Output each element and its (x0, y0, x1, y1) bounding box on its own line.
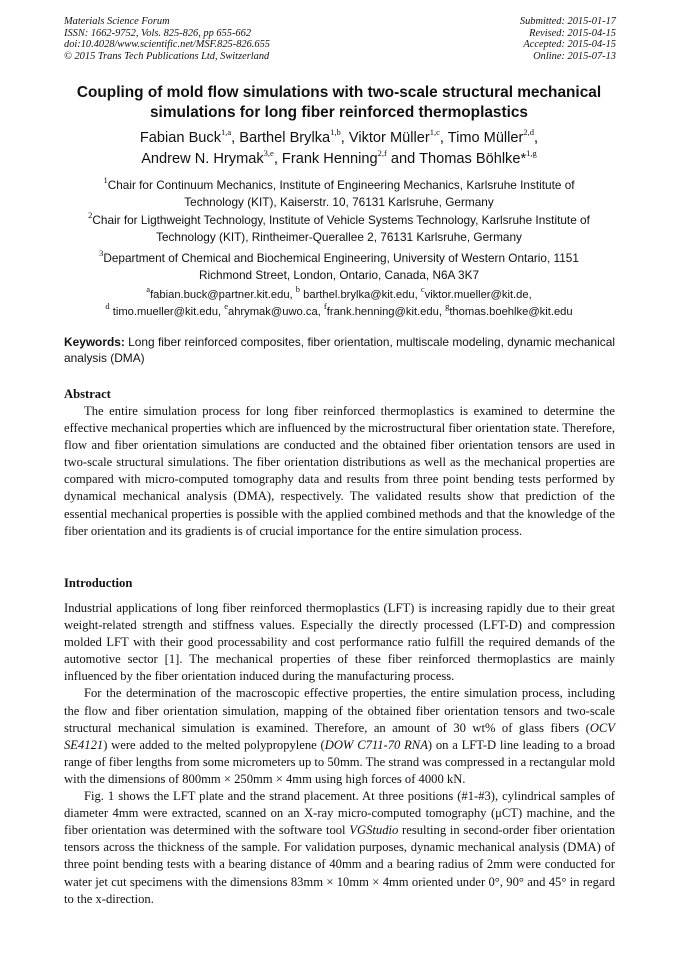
product-name: DOW C711-70 RNA (324, 737, 428, 752)
email-address[interactable]: viktor.mueller@kit.de, (424, 289, 532, 301)
author-separator: , (231, 130, 240, 146)
abstract-heading: Abstract (64, 387, 111, 401)
paper-title (40, 83, 638, 123)
author-affiliation-marker: 2,d (523, 127, 535, 138)
author-affiliation-marker: 3,e (263, 147, 274, 158)
author-separator: , (340, 130, 349, 146)
author-line-2 (40, 149, 638, 170)
title-line-2: simulations for long fiber reinforced thermoplastics (150, 104, 528, 121)
journal-issn: ISSN: 1662-9752, Vols. 825-826, pp 655-662 (64, 27, 252, 39)
author-name: Andrew N. Hrymak (141, 150, 264, 167)
author-affiliation-marker: 1,a (221, 127, 232, 138)
abstract-body (64, 403, 615, 540)
affiliation-2 (60, 212, 618, 246)
email-address[interactable]: timo.mueller@kit.edu, (112, 305, 222, 318)
affiliation-line-1: Chair for Continuum Mechanics, Institute of Engineering Mechanics, Karlsruhe Institute of (107, 178, 575, 192)
email-marker: e (224, 300, 228, 311)
author-line-1 (40, 128, 638, 149)
author-affiliation-marker: 1,g (526, 147, 537, 158)
introduction-heading: Introduction (64, 576, 133, 590)
date-online: Online: 2015-07-13 (533, 50, 616, 62)
email-line-2 (60, 300, 618, 321)
email-address[interactable]: fabian.buck@partner.kit.edu, (150, 289, 293, 301)
affiliation-line-2: Technology (KIT), Kaiserstr. 10, 76131 Karlsruhe, Germany (184, 194, 494, 209)
author-name: Viktor Müller (348, 130, 430, 146)
paragraph-text: ) were added to the melted polypropylene ( (103, 737, 325, 752)
author-list (40, 128, 638, 169)
journal-copyright: © 2015 Trans Tech Publications Ltd, Switzerland (64, 50, 270, 62)
introduction-paragraph-3 (64, 788, 615, 908)
author-separator: , (273, 150, 282, 167)
author-affiliation-marker: 2,f (377, 147, 387, 158)
author-name: Thomas Böhlke* (419, 150, 527, 167)
email-address[interactable]: ahrymak@uwo.ca, (227, 305, 321, 318)
date-accepted: Accepted: 2015-04-15 (523, 39, 616, 51)
email-address[interactable]: barthel.brylka@kit.edu, (303, 289, 418, 301)
author-separator: and (386, 150, 420, 167)
date-submitted: Submitted: 2015-01-17 (519, 16, 616, 27)
email-line-1 (60, 284, 618, 304)
email-list (60, 284, 618, 320)
email-marker: f (323, 300, 327, 311)
submission-dates (520, 16, 616, 62)
date-revised: Revised: 2015-04-15 (529, 27, 616, 39)
email-address[interactable]: thomas.boehlke@kit.edu (449, 305, 573, 318)
affiliation-line-1: Department of Chemical and Biochemical Engineering, University of Western Ontario, 1151 (103, 251, 579, 265)
introduction-paragraph-1: Industrial applications of long fiber reinforced thermoplastics (LFT) is increasing rapidly due to their great weight-related strength and stiffness values. Especially the directly processed (LFT-D) and compression molded LFT with their good processability and cost performance ratio fulfill the required demands of the automotive sector [1]. The mechanical properties of these fiber reinforced thermoplastics are mainly influenced by the fiber orientation induced during the manufacturing process. (64, 601, 615, 684)
affiliation-1 (60, 177, 618, 211)
affiliation-3 (60, 250, 618, 284)
affiliation-number: 1 (103, 175, 108, 186)
affiliation-line-2: Technology (KIT), Rintheimer-Querallee 2, 76131 Karlsruhe, Germany (156, 229, 522, 244)
keywords-label: Keywords: (64, 335, 125, 349)
journal-info (64, 16, 270, 62)
product-name: OCV SE4121 (64, 720, 615, 752)
author-affiliation-marker: 1,b (330, 127, 341, 138)
email-marker: g (445, 300, 450, 311)
affiliation-line-1: Chair for Ligthweight Technology, Institute of Vehicle Systems Technology, Karlsruhe Institute of (92, 213, 590, 227)
affiliation-number: 2 (88, 210, 93, 221)
software-name: VGStudio (349, 823, 399, 838)
author-separator: , (439, 130, 448, 146)
affiliation-line-2: Richmond Street, London, Ontario, Canada, N6A 3K7 (198, 267, 480, 282)
journal-doi: doi:10.4028/www.scientific.net/MSF.825-826.655 (64, 39, 270, 51)
paragraph-text: Fig. 1 shows the LFT plate and the strand placement. At three positions (#1-#3), cylindrical samples of diameter 4mm were extracted, scanned on an X-ray micro-computed tomography (μCT) machine, and the fiber orientation was determined with the software tool (64, 789, 615, 838)
email-address[interactable]: frank.henning@kit.edu, (326, 305, 442, 318)
paragraph-text: For the determination of the macroscopic effective properties, the entire simulation process, including the flow and fiber orientation simulation, mapping of the obtained fiber orientation tensors and two-scale structural mechanical simulation is examined. Therefore, an amount of 30 wt% of glass fibers ( (64, 686, 615, 735)
introduction-paragraph-2 (64, 685, 615, 788)
author-name: Frank Henning (281, 150, 378, 167)
title-line-1: Coupling of mold flow simulations with two-scale structural mechanical (76, 84, 602, 101)
author-name: Timo Müller (447, 130, 524, 146)
author-separator: , (534, 130, 539, 146)
journal-name: Materials Science Forum (64, 16, 170, 27)
abstract-paragraph: The entire simulation process for long fiber reinforced thermoplastics is examined to determine the effective mechanical properties which are influenced by the microstructural fiber orientation state. Therefore, flow and fiber orientation simulations are conducted and the obtained fiber orientation tensors are used in two-scale structural simulations. The fiber orientation distributions as well as the mechanical properties are compared with micro-computed tomography data and results from three point bending tests performed by dynamical mechanical analysis (DMA), respectively. The validated results show that prediction of the essential mechanical properties is possible with the applied combined methods and that the knowledge of the fiber orientation and its gradients is of crucial importance for the entire simulation process. (64, 404, 615, 538)
introduction-body (64, 600, 615, 908)
author-affiliation-marker: 1,c (429, 127, 440, 138)
email-marker: b (295, 284, 301, 295)
author-name: Fabian Buck (139, 130, 222, 146)
keywords (64, 334, 615, 366)
email-marker: c (420, 284, 425, 295)
paragraph-text: resulting in second-order fiber orientation tensors across the thickness of the sample. For validation purposes, dynamic mechanical analysis (DMA) of three point bending tests with a bearing distance of 40mm and a bearing radius of 2mm were conducted for water jet cut specimens with the dimensions 83mm × 10mm × 4mm oriented under 0°, 90° and 45° in regard to the x-direction. (64, 823, 615, 906)
email-marker: a (146, 284, 151, 295)
email-marker: d (105, 300, 110, 311)
affiliation-number: 3 (99, 248, 104, 259)
author-name: Barthel Brylka (239, 130, 331, 146)
paragraph-text: ) on a LFT-D line leading to a broad range of fiber lengths from some micrometers up to 50mm. The strand was compressed in a rectangular mold with the dimensions of 800mm × 250mm × 4mm using high forces of 4000 kN. (64, 737, 615, 786)
keywords-text: Long fiber reinforced composites, fiber orientation, multiscale modeling, dynamic mechanical analysis (DMA) (64, 335, 616, 366)
